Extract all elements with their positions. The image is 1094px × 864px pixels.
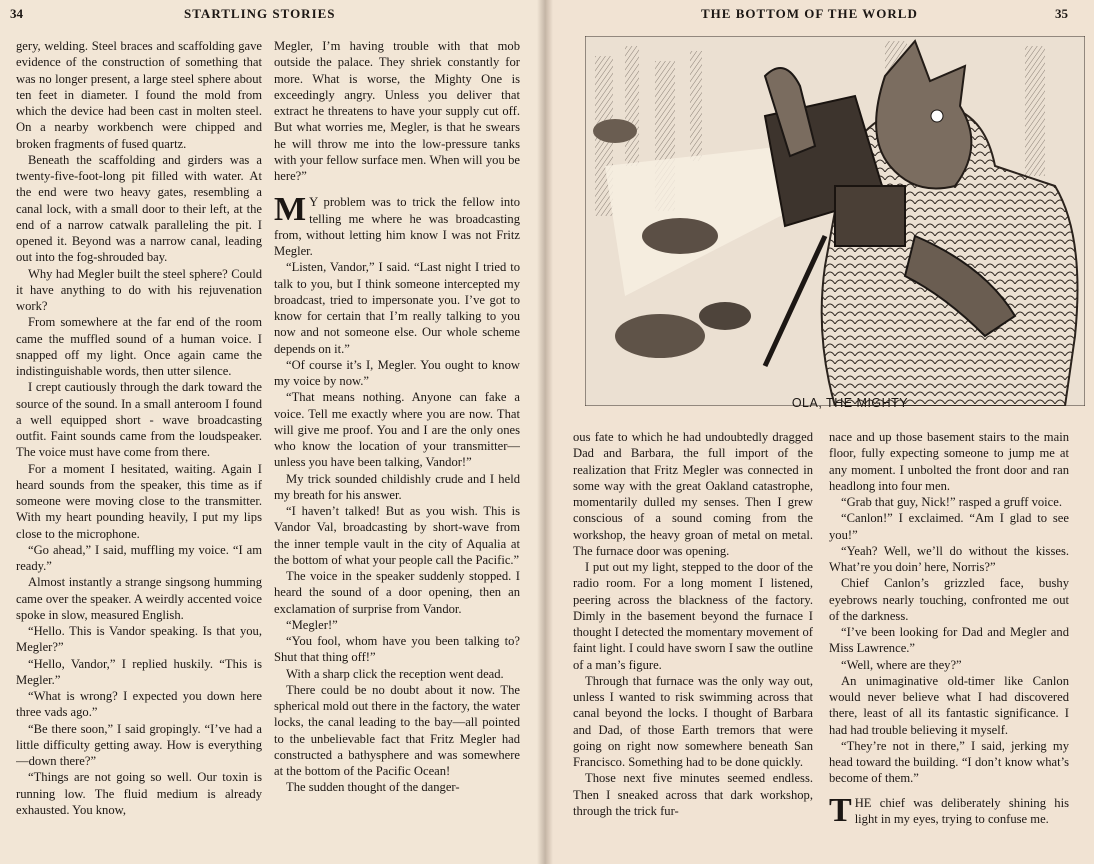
- dropcap-text: Y problem was to trick the fellow into telling me where he was broadcasting from, without letting him know I was not Fritz Megler.: [274, 195, 520, 258]
- paragraph: “They’re not in there,” I said, jerking my head toward the building. “I don’t know what’s become of them.”: [829, 738, 1069, 786]
- dropcap-paragraph: [274, 191, 520, 259]
- running-head-left: STARTLING STORIES: [184, 6, 336, 21]
- paragraph: “Be there soon,” I said gropingly. “I’ve had a little difficulty getting away. How is everything—down there?”: [16, 721, 262, 768]
- paragraph: The voice in the speaker suddenly stopped. I heard the sound of a door opening, then an exclamation of surprise from Vandor.: [274, 569, 520, 616]
- paragraph: Through that furnace was the only way out, unless I wanted to risk swimming across that canal beyond the locks. I thought of Barbara and Dad, of those Earth tremors that were going on right now somewhere beneath San Francisco. Something had to be done quickly.: [573, 673, 813, 769]
- paragraph: With a sharp click the reception went dead.: [286, 666, 504, 681]
- paragraph: Those next five minutes seemed endless. Then I sneaked across that dark workshop, through the trick fur-: [573, 771, 813, 818]
- page-gutter: [537, 0, 553, 864]
- paragraph: “Grab that guy, Nick!” rasped a gruff voice.: [841, 495, 1062, 509]
- left-column-2: [274, 38, 520, 860]
- paragraph: The sudden thought of the danger-: [286, 780, 460, 795]
- paragraph: “Hello, Vandor,” I replied huskily. “This is Megler.”: [16, 656, 262, 687]
- right-column-1: [573, 429, 813, 861]
- paragraph: “Go ahead,” I said, muffling my voice. “I am ready.”: [16, 542, 262, 573]
- left-column-1: [16, 38, 262, 860]
- paragraph: gery, welding. Steel braces and scaffolding gave evidence of the construction of something that was no longer present, a large steel sphere about ten feet in diameter. I found the mold from which the device had been cast in molten steel. On a nearby workbench were chipped and broken fragments of fused quartz.: [16, 39, 262, 151]
- paragraph: “What is wrong? I expected you down here three vads ago.”: [16, 689, 262, 720]
- paragraph: There could be no doubt about it now. The spherical mold out there in the factory, the water locks, the canal leading to the bay—all pointed to the unbelievable fact that Fritz Megler had constructed a bathysphere and was somewhere at the bottom of the Pacific Ocean!: [274, 682, 520, 778]
- paragraph: “I’ve been looking for Dad and Megler and Miss Lawrence.”: [829, 625, 1069, 656]
- right-column-2: [829, 429, 1069, 861]
- page-number-right: 35: [1055, 6, 1068, 21]
- paragraph: For a moment I hesitated, waiting. Again I heard sounds from the speaker, this time as if someone were moving close to the transmitter. With my heart pounding heavily, I put my lips close to the microphone.: [16, 461, 262, 541]
- paragraph: An unimaginative old-timer like Canlon would never believe what I had discovered there, least of all its fantastic significance. I had had trouble believing it myself.: [829, 673, 1069, 737]
- paragraph: “You fool, whom have you been talking to? Shut that thing off!”: [274, 634, 520, 665]
- dropcap-text: HE chief was deliberately shining his light in my eyes, trying to confuse me.: [854, 795, 1069, 826]
- page-number-left: 34: [10, 6, 23, 21]
- illustration: [585, 36, 1085, 406]
- paragraph: I put out my light, stepped to the door of the radio room. For a long moment I listened, peering across the blackness of the factory. Dimly in the basement beyond the furnace I thought I detected the momentary movement of faint light. I could have sworn I saw the outline of a man’s figure.: [573, 560, 813, 672]
- paragraph: Megler, I’m having trouble with that mob outside the palace. They shriek constantly for more. What is worse, the Mighty One is exceedingly angry. Unless you deliver that extract he threatens to have your supply cut off. But what worries me, Megler, is that he swears he will throw me into the low-pressure tanks with your fellow surface men. When will you be here?”: [274, 39, 520, 183]
- dropcap-paragraph: [829, 791, 1069, 829]
- paragraph: My trick sounded childishly crude and I held my breath for his answer.: [274, 471, 520, 502]
- paragraph: Why had Megler built the steel sphere? Could it have anything to do with his rejuvenation work?: [16, 266, 262, 313]
- paragraph: I crept cautiously through the dark toward the source of the sound. In a small anteroom I found a well equipped short - wave broadcasting outfit. Faint sounds came from the loudspeaker. The voice must have come from there.: [16, 380, 262, 460]
- paragraph: “Well, where are they?”: [841, 657, 962, 672]
- paragraph: “I haven’t talked! But as you wish. This is Vandor Val, broadcasting by short-wave from the inner temple vault in the city of Aqualia at the bottom of what your people call the Pacific.”: [274, 504, 520, 567]
- drop-cap: T: [829, 791, 852, 829]
- paragraph: From somewhere at the far end of the room came the muffled sound of a human voice. I snapped off my light. Once again came the indistinguishable words, then utter silence.: [16, 315, 262, 378]
- paragraph: ous fate to which he had undoubtedly dragged Dad and Barbara, the full import of the realization that Fritz Megler was connected in some way with the great Oakland catastrophe, momentarily dulled my senses. Then I grew conscious of a sound coming from the workshop, the heavy groan of metal on metal. The furnace door was opening.: [573, 430, 813, 558]
- paragraph: “Canlon!” I exclaimed. “Am I glad to see you!”: [829, 511, 1069, 542]
- drop-cap: M: [274, 191, 307, 229]
- paragraph: “Yeah? Well, we’ll do without the kisses. What’re you doin’ here, Norris?”: [829, 543, 1069, 574]
- paragraph: “Things are not going so well. Our toxin is running low. The fluid medium is already exhausted. You know,: [16, 770, 262, 817]
- paragraph: nace and up those basement stairs to the main floor, fully expecting someone to jump me at any moment. I unbolted the front door and ran headlong into four men.: [829, 430, 1069, 493]
- paragraph: Almost instantly a strange singsong humming came over the speaker. A weirdly accented voice spoke in slow, measured English.: [16, 575, 262, 622]
- paragraph: “That means nothing. Anyone can fake a voice. Tell me exactly where you are now. That will give me proof. You and I are the only ones who know the location of your transmitter—unless you have been talking, Vandor!”: [274, 390, 520, 470]
- paragraph: “Of course it’s I, Megler. You ought to know my voice by now.”: [274, 357, 520, 388]
- paragraph: Chief Canlon’s grizzled face, bushy eyebrows nearly touching, confronted me out of the darkness.: [829, 576, 1069, 623]
- paragraph: “Megler!”: [286, 617, 338, 632]
- right-page: [545, 0, 1094, 864]
- illustration-caption: OLA, THE MIGHTY: [791, 396, 909, 410]
- paragraph: “Hello. This is Vandor speaking. Is that you, Megler?”: [16, 624, 262, 655]
- running-head-right: THE BOTTOM OF THE WORLD: [701, 6, 918, 21]
- paragraph: “Listen, Vandor,” I said. “Last night I tried to talk to you, but I think someone intercepted my broadcast, tried to impersonate you. I’ve got to know for certain that I’m really talking to you now and not someone else. Our whole scheme depends on it.”: [274, 260, 520, 356]
- paragraph: Beneath the scaffolding and girders was a twenty-five-foot-long pit filled with water. At the end were two heavy gates, resembling a canal lock, with a small door to their left, at the end of a narrow catwalk paralleling the pit. I opened it. Beyond was a narrow canal, leading out into the fog-shrouded bay.: [16, 152, 262, 265]
- left-page: [0, 0, 545, 864]
